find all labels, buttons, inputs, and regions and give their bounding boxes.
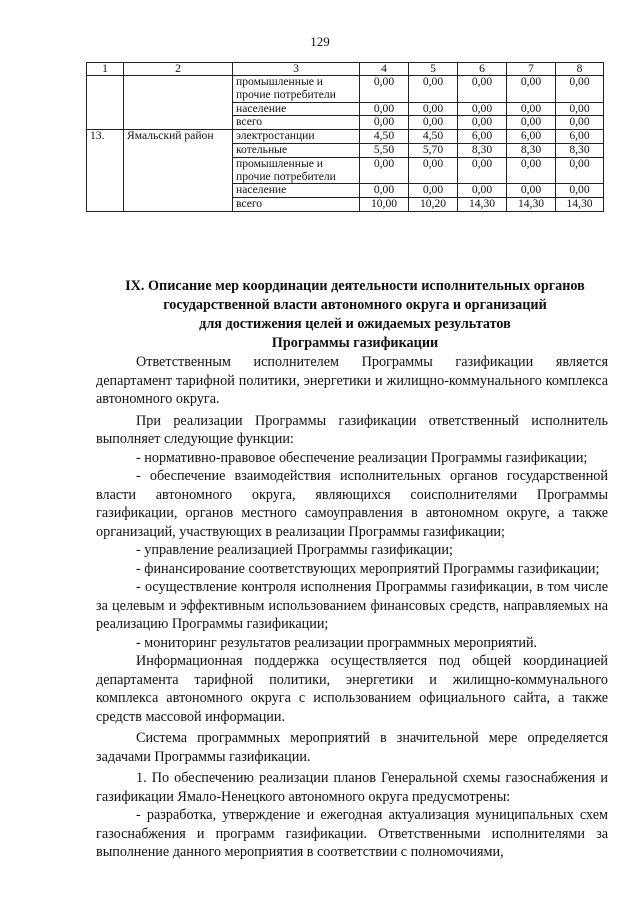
consumer-cell: всего <box>233 116 360 130</box>
list-item: - обеспечение взаимодействия исполнительных органов государственной власти автономного округа, являющихся соисполнителями Программы газификации, органов местного самоуправления в автономном округе, а также организаций, участвующих в реализации Программы газификации; <box>96 468 608 540</box>
value-cell: 0,00 <box>556 116 604 130</box>
header-cell: 4 <box>360 63 409 76</box>
list-item: - мониторинг результатов реализации программных мероприятий. <box>136 634 538 651</box>
value-cell: 0,00 <box>556 157 604 184</box>
list-item: - финансирование соответствующих мероприятий Программы газификации; <box>136 560 600 577</box>
gas-consumption-table <box>86 62 604 212</box>
heading-line: государственной власти автономного округа и организаций <box>163 297 547 313</box>
value-cell: 0,00 <box>507 116 556 130</box>
list-item: - нормативно-правовое обеспечение реализации Программы газификации; <box>136 449 588 466</box>
consumer-cell: население <box>233 184 360 198</box>
value-cell: 0,00 <box>409 76 458 103</box>
value-cell: 6,00 <box>556 130 604 144</box>
header-cell: 1 <box>87 63 124 76</box>
value-cell: 0,00 <box>409 116 458 130</box>
row-number-cell <box>87 76 124 130</box>
value-cell: 0,00 <box>360 157 409 184</box>
value-cell: 0,00 <box>507 184 556 198</box>
list-item: - разработка, утверждение и ежегодная актуализация муниципальных схем газоснабжения и программ газификации. Ответственными исполнителями за выполнение данного мероприятия в соответствии с полномочиями, <box>96 807 608 860</box>
value-cell: 0,00 <box>360 116 409 130</box>
header-cell: 2 <box>124 63 233 76</box>
paragraph: При реализации Программы газификации ответственный исполнитель выполняет следующие функции: <box>96 412 608 447</box>
consumer-cell: промышленные и прочие потребители <box>233 76 360 103</box>
value-cell: 0,00 <box>458 76 507 103</box>
consumer-cell: промышленные и прочие потребители <box>233 157 360 184</box>
value-cell: 14,30 <box>507 198 556 212</box>
consumer-cell: электростанции <box>233 130 360 144</box>
value-cell: 14,30 <box>556 198 604 212</box>
value-cell: 0,00 <box>409 102 458 116</box>
header-cell: 5 <box>409 63 458 76</box>
consumer-cell: всего <box>233 198 360 212</box>
value-cell: 0,00 <box>556 76 604 103</box>
header-cell: 6 <box>458 63 507 76</box>
paragraph: 1. По обеспечению реализации планов Генеральной схемы газоснабжения и газификации Ямало-Ненецкого автономного округа предусмотрены: <box>96 770 608 805</box>
header-cell: 8 <box>556 63 604 76</box>
value-cell: 0,00 <box>360 76 409 103</box>
paragraph: Система программных мероприятий в значительной мере определяется задачами Программы газификации. <box>96 730 608 765</box>
value-cell: 0,00 <box>556 102 604 116</box>
table-header-row <box>87 63 604 76</box>
heading-line: для достижения целей и ожидаемых результатов <box>199 316 511 332</box>
row-number-cell: 13. <box>87 130 124 212</box>
value-cell: 6,00 <box>458 130 507 144</box>
value-cell: 0,00 <box>360 184 409 198</box>
consumer-cell: население <box>233 102 360 116</box>
value-cell: 8,30 <box>556 143 604 157</box>
value-cell: 8,30 <box>507 143 556 157</box>
heading-line: Программы газификации <box>271 335 439 351</box>
value-cell: 0,00 <box>507 76 556 103</box>
section-body <box>96 353 608 862</box>
header-cell: 3 <box>233 63 360 76</box>
value-cell: 0,00 <box>409 184 458 198</box>
value-cell: 4,50 <box>360 130 409 144</box>
value-cell: 0,00 <box>458 102 507 116</box>
value-cell: 0,00 <box>507 157 556 184</box>
region-cell: Ямальский район <box>124 130 233 212</box>
value-cell: 10,20 <box>409 198 458 212</box>
heading-line: IX. Описание мер координации деятельности исполнительных органов <box>125 278 585 294</box>
value-cell: 10,00 <box>360 198 409 212</box>
value-cell: 5,50 <box>360 143 409 157</box>
paragraph: Информационная поддержка осуществляется под общей координацией департамента тарифной политики, энергетики и жилищно-коммунального комплекса автономного округа с использованием официального сайта, а также средств массовой информации. <box>96 653 608 725</box>
value-cell: 0,00 <box>409 157 458 184</box>
value-cell: 0,00 <box>360 102 409 116</box>
value-cell: 0,00 <box>458 157 507 184</box>
value-cell: 0,00 <box>507 102 556 116</box>
value-cell: 8,30 <box>458 143 507 157</box>
value-cell: 0,00 <box>556 184 604 198</box>
page-number: 129 <box>310 34 330 49</box>
paragraph: Ответственным исполнителем Программы газификации является департамент тарифной политики, энергетики и жилищно-коммунального комплекса автономного округа. <box>96 354 608 407</box>
table-row <box>87 130 604 144</box>
value-cell: 6,00 <box>507 130 556 144</box>
list-item: - осуществление контроля исполнения Программы газификации, в том числе за целевым и эффективным использованием финансовых средств, направляемых на реализацию Программы газификации; <box>96 579 608 632</box>
consumer-cell: котельные <box>233 143 360 157</box>
section-heading <box>100 277 610 353</box>
value-cell: 0,00 <box>458 116 507 130</box>
value-cell: 4,50 <box>409 130 458 144</box>
value-cell: 14,30 <box>458 198 507 212</box>
list-item: - управление реализацией Программы газификации; <box>136 542 453 558</box>
value-cell: 5,70 <box>409 143 458 157</box>
value-cell: 0,00 <box>458 184 507 198</box>
table-row <box>87 76 604 103</box>
header-cell: 7 <box>507 63 556 76</box>
region-cell <box>124 76 233 130</box>
